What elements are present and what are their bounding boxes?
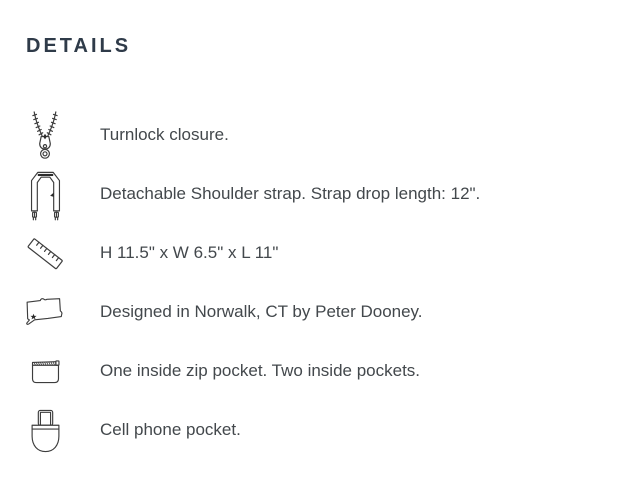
detail-row-dimensions xyxy=(0,224,643,283)
detail-row-phone-pocket xyxy=(0,401,643,460)
detail-text-closure: Turnlock closure. xyxy=(100,125,229,145)
zipper-icon xyxy=(22,111,68,161)
detail-text-strap: Detachable Shoulder strap. Strap drop length: 12". xyxy=(100,184,481,204)
detail-row-designed xyxy=(0,283,643,342)
detail-row-closure xyxy=(0,106,643,165)
detail-list xyxy=(0,106,643,460)
cell-phone-pocket-icon xyxy=(22,409,68,453)
section-title: DETAILS xyxy=(26,35,132,57)
detail-text-designed: Designed in Norwalk, CT by Peter Dooney. xyxy=(100,302,423,322)
detail-row-strap xyxy=(0,165,643,224)
detail-text-phone-pocket: Cell phone pocket. xyxy=(100,420,241,440)
shoulder-strap-icon xyxy=(22,169,68,221)
ruler-icon xyxy=(22,237,68,271)
zip-pocket-icon xyxy=(22,359,68,384)
product-details-section xyxy=(0,34,643,500)
detail-row-pockets xyxy=(0,342,643,401)
connecticut-map-icon xyxy=(22,297,68,329)
detail-text-pockets: One inside zip pocket. Two inside pockets. xyxy=(100,361,421,381)
detail-text-dimensions: H 11.5" x W 6.5" x L 11" xyxy=(100,243,279,263)
